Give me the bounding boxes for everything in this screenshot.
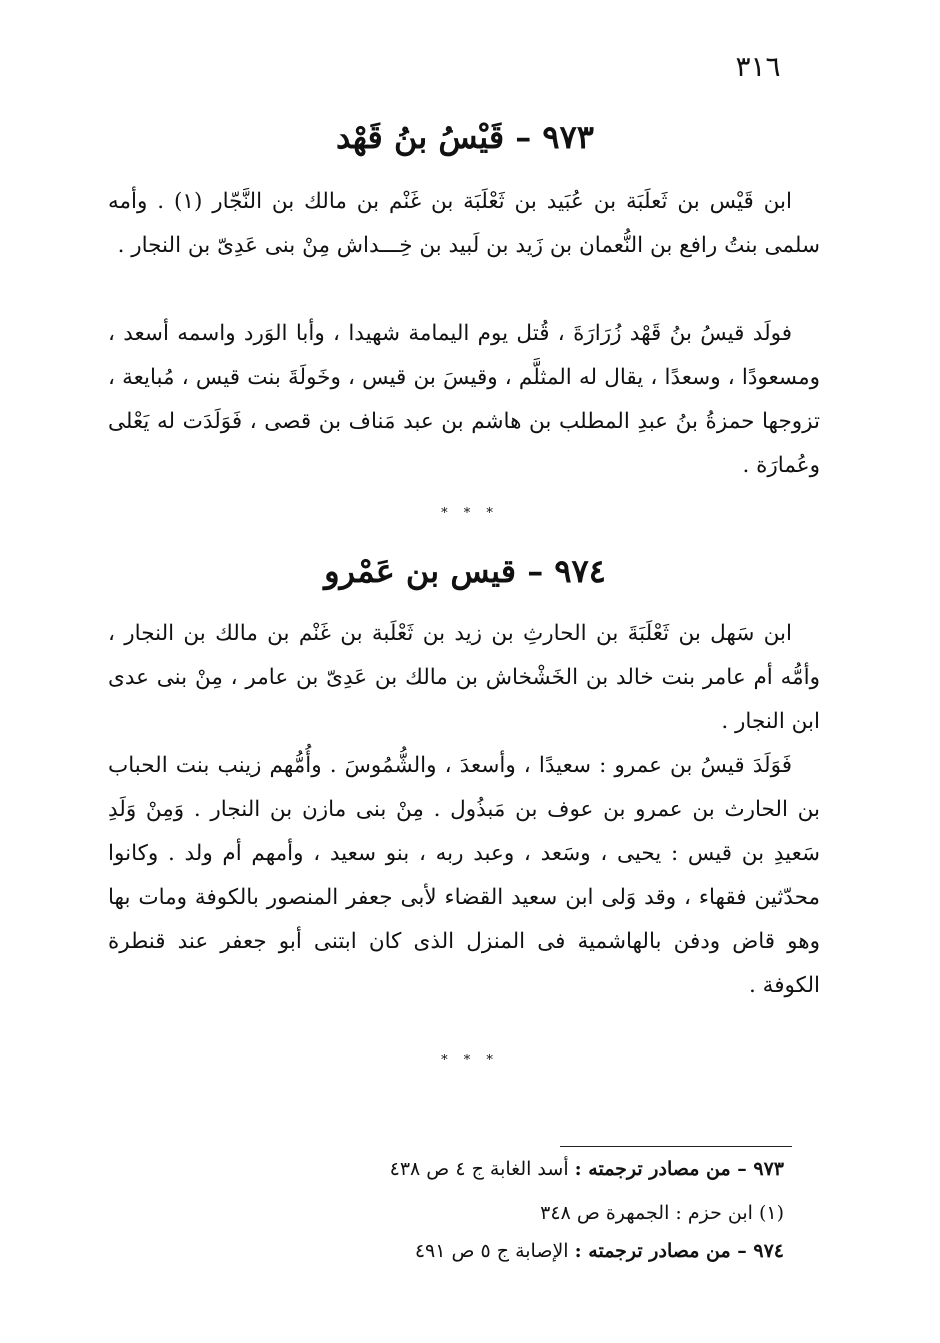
footnote-label: ٩٧٣ – من مصادر ترجمته : xyxy=(574,1158,784,1180)
paragraph: فولَد قيسُ بنُ قَهْد زُرَارَةَ ، قُتل يوم اليمامة شهيدا ، وأبا الوَرد واسمه أسعد ، ومسعودًا ، وسعدًا ، يقال له المثلَّم ، وقيسَ بن قيس ، وخَولَةَ بنت قيس ، مُبايعة ، تزوجها حمزةُ بنُ عبدِ المطلب بن هاشم بن عبد مَناف بن قصى ، فَوَلَدَت له يَعْلى وعُمارَة . xyxy=(108,321,820,478)
entry-title-973: ٩٧٣ – قَيْسُ بنُ قَهْد xyxy=(336,118,594,156)
section-separator: * * * xyxy=(441,506,499,521)
entry-974-children xyxy=(108,744,820,1008)
footnote-1 xyxy=(300,1202,784,1224)
footnote-divider xyxy=(560,1146,792,1147)
paragraph: ابن سَهل بن ثَعْلَبَةَ بن الحارثِ بن زيد بن ثَعْلَبة بن غَنْم بن مالك بن النجار ، وأمُّه أم عامر بنت خالد بن الخَشْخاش بن مالك بن عَدِىّ بن عامر ، مِنْ بنى عدى ابن النجار . xyxy=(108,621,820,734)
entry-973-lineage xyxy=(108,180,820,268)
footnote-text: أسد الغابة ج ٤ ص ٤٣٨ xyxy=(389,1158,575,1180)
page-number: ٣١٦ xyxy=(735,50,781,83)
paragraph: فَوَلَدَ قيسُ بن عمرو : سعيدًا ، وأسعدَ ، والشُّمُوسَ . وأُمُّهم زينب بنت الحباب بن الحارث بن عمرو بن عوف بن مَبذُول . مِنْ بنى مازن بن النجار . وَمِنْ وَلَدِ سَعيدِ بن قيس : يحيى ، وسَعد ، وعبد ربه ، بنو سعيد ، وأمهم أم ولد . وكانوا محدّثين فقهاء ، وقد وَلى ابن سعيد القضاء لأبى جعفر المنصور بالكوفة ومات بها وهو قاض ودفن بالهاشمية فى المنزل الذى كان ابتنى أبو جعفر عند قنطرة الكوفة . xyxy=(108,753,820,998)
footnote-label: ٩٧٤ – من مصادر ترجمته : xyxy=(574,1240,784,1262)
footnote-text: (١) ابن حزم : الجمهرة ص ٣٤٨ xyxy=(540,1202,784,1224)
entry-title-974: ٩٧٤ – قيس بن عَمْرو xyxy=(324,552,606,590)
entry-973-children xyxy=(108,312,820,488)
footnote-text: الإصابة ج ٥ ص ٤٩١ xyxy=(414,1240,575,1262)
footnote-sources-973 xyxy=(300,1158,784,1180)
section-separator: * * * xyxy=(441,1053,499,1068)
paragraph: ابن قَيْس بن ثَعلَبَة بن عُبَيد بن ثَعْلَبَة بن غَنْم بن مالك بن النَّجّار (١) . وأمه سلمى بنتُ رافع بن النُّعمان بن زَيد بن لَبيد بن خِـــداش مِنْ بنى عَدِىّ بن النجار . xyxy=(108,189,820,258)
footnote-sources-974 xyxy=(300,1240,784,1262)
entry-974-lineage xyxy=(108,612,820,744)
